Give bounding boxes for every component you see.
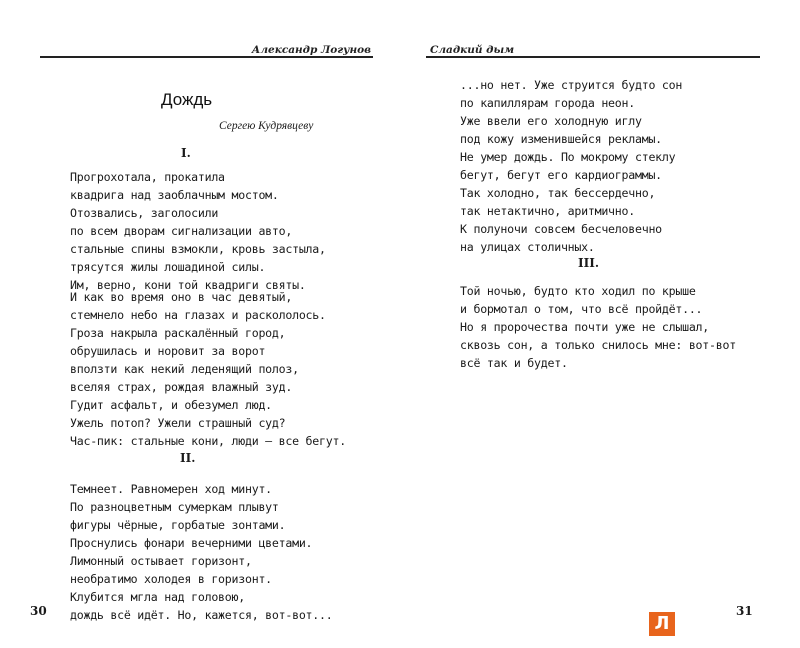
verse-line: дождь всё идёт. Но, кажется, вот-вот... <box>70 608 333 622</box>
verse-line: Лимонный остывает горизонт, <box>70 554 252 568</box>
verse-line: Клубится мгла над головою, <box>70 590 245 604</box>
stanza-3 <box>460 282 736 372</box>
verse-line: К полуночи совсем бесчеловечно <box>460 222 662 236</box>
verse-line: Час-пик: стальные кони, люди – все бегут. <box>70 434 346 448</box>
section-number-3: III. <box>578 256 600 270</box>
running-header-title: Сладкий дым <box>430 44 515 56</box>
verse-line: Той ночью, будто кто ходил по крыше <box>460 284 696 298</box>
verse-line: бегут, бегут его кардиограммы. <box>460 168 662 182</box>
verse-line: Темнеет. Равномерен ход минут. <box>70 482 272 496</box>
verse-line: обрушилась и норовит за ворот <box>70 344 266 358</box>
verse-line: ...но нет. Уже струится будто сон <box>460 78 683 92</box>
running-header-author: Александр Логунов <box>251 44 371 56</box>
verse-line: вползти как некий леденящий полоз, <box>70 362 299 376</box>
verse-line: по всем дворам сигнализации авто, <box>70 224 293 238</box>
stanza-continuation <box>460 76 682 256</box>
verse-line: Уже ввели его холодную иглу <box>460 114 642 128</box>
page-number: 31 <box>736 604 753 618</box>
verse-line: под кожу изменившейся рекламы. <box>460 132 662 146</box>
verse-line: всё так и будет. <box>460 356 568 370</box>
verse-line: стемнело небо на глазах и раскололось. <box>70 308 326 322</box>
verse-line: Проснулись фонари вечерними цветами. <box>70 536 313 550</box>
verse-line: так нетактично, аритмично. <box>460 204 635 218</box>
publisher-logo-icon: Л <box>649 612 675 636</box>
page-number: 30 <box>30 604 47 618</box>
verse-line: Им, верно, кони той квадриги святы. <box>70 278 306 292</box>
poem-title: Дождь <box>161 90 213 109</box>
verse-line: Ужель потоп? Ужели страшный суд? <box>70 416 286 430</box>
header-rule <box>40 56 373 58</box>
verse-line: сквозь сон, а только снилось мне: вот-вот <box>460 338 736 352</box>
poem-dedication: Сергею Кудрявцеву <box>219 120 314 132</box>
verse-line: И как во время оно в час девятый, <box>70 290 293 304</box>
stanza-2 <box>70 480 332 624</box>
verse-line: и бормотал о том, что всё пройдёт... <box>460 302 703 316</box>
verse-line: Отозвались, заголосили <box>70 206 219 220</box>
verse-line: квадрига над заоблачным мостом. <box>70 188 279 202</box>
section-number-1: I. <box>181 146 191 160</box>
verse-line: Прогрохотала, прокатила <box>70 170 225 184</box>
verse-line: По разноцветным сумеркам плывут <box>70 500 279 514</box>
stanza-1b <box>70 288 346 450</box>
verse-line: Не умер дождь. По мокрому стеклу <box>460 150 676 164</box>
right-page <box>400 0 800 648</box>
verse-line: трясутся жилы лошадиной силы. <box>70 260 266 274</box>
verse-line: необратимо холодея в горизонт. <box>70 572 272 586</box>
verse-line: стальные спины взмокли, кровь застыла, <box>70 242 326 256</box>
verse-line: Но я пророчества почти уже не слышал, <box>460 320 710 334</box>
verse-line: по капиллярам города неон. <box>460 96 635 110</box>
verse-line: Гудит асфальт, и обезумел люд. <box>70 398 272 412</box>
verse-line: фигуры чёрные, горбатые зонтами. <box>70 518 286 532</box>
section-number-2: II. <box>180 451 196 465</box>
stanza-1a <box>70 168 326 294</box>
verse-line: Так холодно, так бессердечно, <box>460 186 656 200</box>
verse-line: Гроза накрыла раскалённый город, <box>70 326 286 340</box>
verse-line: на улицах столичных. <box>460 240 595 254</box>
header-rule <box>426 56 760 58</box>
verse-line: вселяя страх, рождая влажный зуд. <box>70 380 293 394</box>
